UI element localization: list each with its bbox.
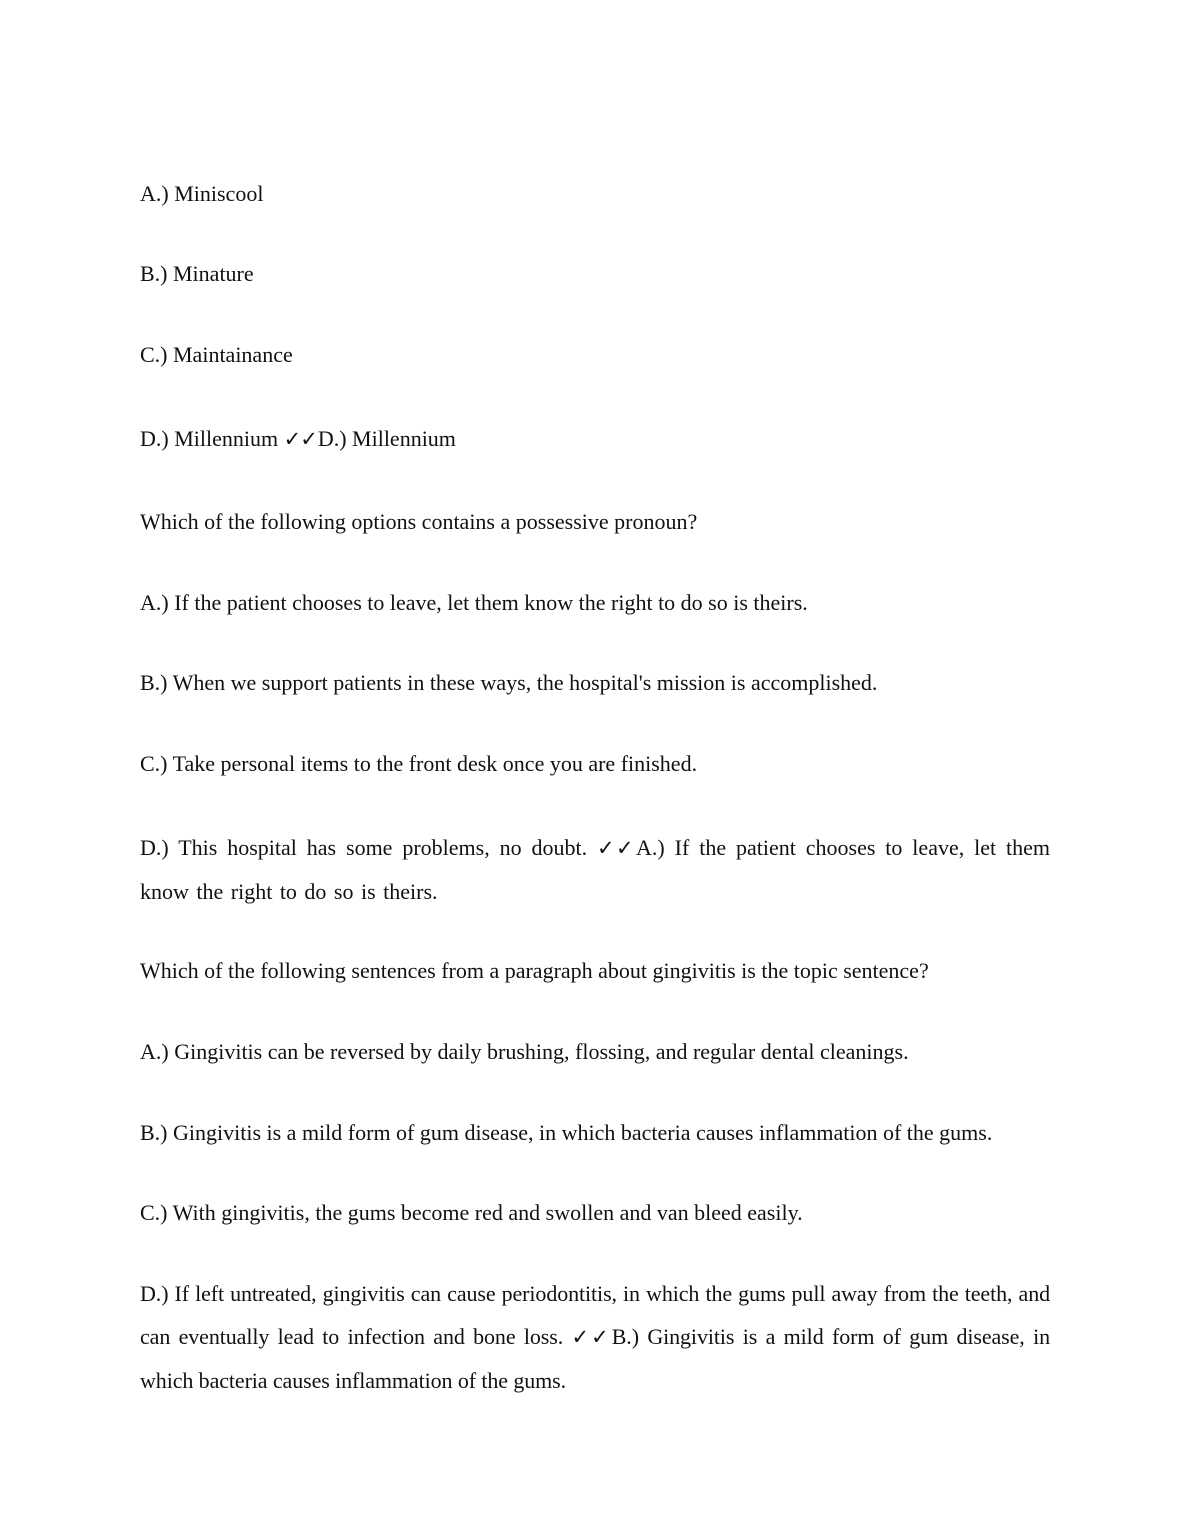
q2-option-a: A.) If the patient chooses to leave, let them know the right to do so is theirs. xyxy=(140,590,808,615)
q2-answer: A.) If the patient chooses to leave, let them know the right to do so is theirs. xyxy=(140,835,1050,904)
checkmark-icon: ✓✓ xyxy=(597,836,636,860)
q3-option-b: B.) Gingivitis is a mild form of gum disease, in which bacteria causes inflammation of the gums. xyxy=(140,1120,993,1145)
q3-answer: B.) Gingivitis is a mild form of gum disease, in which bacteria causes inflammation of the gums. xyxy=(140,1324,1051,1393)
q3-option-d-text: D.) If left untreated, gingivitis can cause periodontitis, in which the gums pull away from the teeth, and can eventually lead to infection and bone loss. xyxy=(140,1281,1050,1349)
q2-option-b: B.) When we support patients in these ways, the hospital's mission is accomplished. xyxy=(140,670,878,695)
checkmark-icon: ✓✓ xyxy=(571,1325,611,1349)
q2-option-d-text: D.) This hospital has some problems, no doubt. xyxy=(140,835,588,860)
q2-prompt: Which of the following options contains a possessive pronoun? xyxy=(140,509,698,534)
q3-option-d xyxy=(140,1272,1050,1402)
q3-option-c: C.) With gingivitis, the gums become red and swollen and van bleed easily. xyxy=(140,1200,803,1225)
q1-option-a: A.) Miniscool xyxy=(140,181,264,206)
q3-option-a: A.) Gingivitis can be reversed by daily brushing, flossing, and regular dental cleanings. xyxy=(140,1039,909,1064)
q1-option-d xyxy=(140,417,1050,461)
checkmark-icon: ✓✓ xyxy=(283,427,317,451)
q2-option-c: C.) Take personal items to the front desk once you are finished. xyxy=(140,751,698,776)
q3-prompt: Which of the following sentences from a paragraph about gingivitis is the topic sentence? xyxy=(140,958,929,983)
q2-option-d xyxy=(140,826,1050,913)
q1-option-c: C.) Maintainance xyxy=(140,342,293,367)
q1-option-d-text: D.) Millennium xyxy=(140,426,279,451)
q1-option-b: B.) Minature xyxy=(140,261,254,286)
q1-answer: D.) Millennium xyxy=(317,426,456,451)
